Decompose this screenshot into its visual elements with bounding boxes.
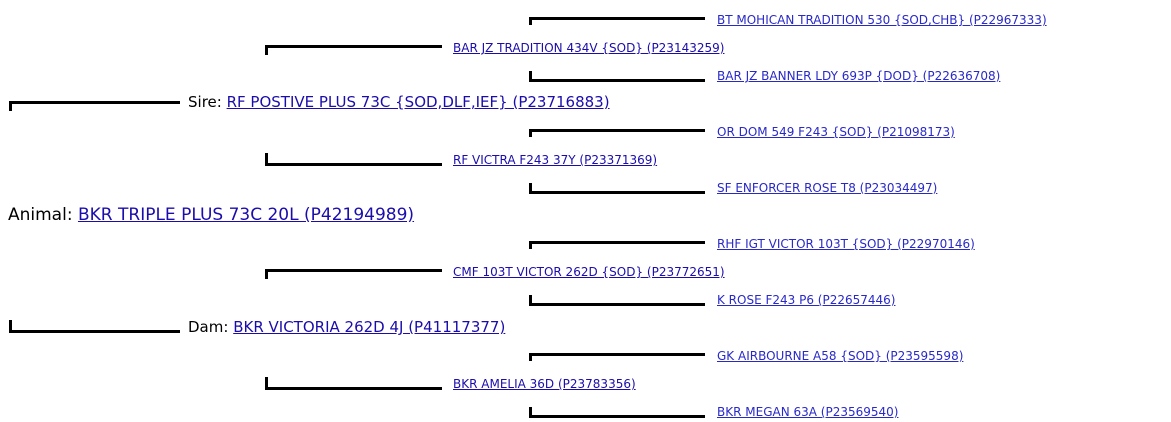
connector-line bbox=[265, 269, 268, 279]
connector-line bbox=[9, 330, 180, 333]
animal-link[interactable]: RF VICTRA F243 37Y (P23371369) bbox=[453, 153, 658, 167]
connector-line bbox=[529, 129, 705, 132]
connector-line bbox=[529, 241, 705, 244]
dam-node bbox=[188, 320, 505, 335]
connector-line bbox=[529, 191, 705, 194]
connector-line bbox=[265, 387, 442, 390]
animal-link[interactable]: BKR AMELIA 36D (P23783356) bbox=[453, 377, 636, 391]
animal-link[interactable]: BAR JZ TRADITION 434V {SOD} (P23143259) bbox=[453, 41, 725, 55]
connector-line bbox=[265, 45, 442, 48]
animal-link[interactable]: BKR MEGAN 63A (P23569540) bbox=[717, 405, 899, 419]
animal-link[interactable]: OR DOM 549 F243 {SOD} (P21098173) bbox=[717, 125, 955, 139]
connector-line bbox=[265, 269, 442, 272]
sire-node bbox=[188, 95, 610, 110]
connector-line bbox=[9, 101, 12, 111]
connector-line bbox=[9, 101, 180, 104]
pedigree-node bbox=[453, 378, 636, 390]
pedigree-node bbox=[453, 154, 657, 166]
pedigree-node bbox=[717, 126, 955, 138]
animal-link[interactable]: RHF IGT VICTOR 103T {SOD} (P22970146) bbox=[717, 237, 975, 251]
pedigree-node bbox=[717, 14, 1047, 26]
connector-line bbox=[529, 17, 532, 25]
connector-line bbox=[529, 353, 532, 361]
dam-label: Dam: bbox=[188, 318, 229, 336]
sire-link[interactable]: RF POSTIVE PLUS 73C {SOD,DLF,IEF} (P23716883) bbox=[226, 93, 610, 111]
dam-link[interactable]: BKR VICTORIA 262D 4J (P41117377) bbox=[233, 318, 506, 336]
sire-label: Sire: bbox=[188, 93, 222, 111]
animal-link[interactable]: GK AIRBOURNE A58 {SOD} (P23595598) bbox=[717, 349, 964, 363]
connector-line bbox=[529, 129, 532, 137]
connector-line bbox=[529, 241, 532, 249]
connector-line bbox=[529, 303, 705, 306]
pedigree-node bbox=[717, 182, 937, 194]
pedigree-node bbox=[717, 70, 1000, 82]
pedigree-node bbox=[717, 238, 975, 250]
pedigree-node bbox=[717, 406, 898, 418]
animal-link[interactable]: SF ENFORCER ROSE T8 (P23034497) bbox=[717, 181, 938, 195]
animal-name-link[interactable]: BKR TRIPLE PLUS 73C 20L (P42194989) bbox=[77, 205, 415, 225]
animal-link[interactable]: K ROSE F243 P6 (P22657446) bbox=[717, 293, 896, 307]
animal-link[interactable]: BAR JZ BANNER LDY 693P {DOD} (P22636708) bbox=[717, 69, 1001, 83]
animal-link[interactable]: BT MOHICAN TRADITION 530 {SOD,CHB} (P22967333) bbox=[717, 13, 1047, 27]
pedigree-node bbox=[717, 294, 895, 306]
connector-line bbox=[529, 17, 705, 20]
pedigree-node bbox=[453, 266, 725, 278]
connector-line bbox=[529, 415, 705, 418]
connector-line bbox=[265, 45, 268, 55]
connector-line bbox=[529, 353, 705, 356]
connector-line bbox=[529, 79, 705, 82]
pedigree-node bbox=[717, 350, 963, 362]
animal-label: Animal: bbox=[8, 205, 73, 225]
pedigree-node bbox=[453, 42, 724, 54]
animal-node bbox=[8, 207, 414, 224]
connector-line bbox=[265, 163, 442, 166]
animal-link[interactable]: CMF 103T VICTOR 262D {SOD} (P23772651) bbox=[453, 265, 725, 279]
